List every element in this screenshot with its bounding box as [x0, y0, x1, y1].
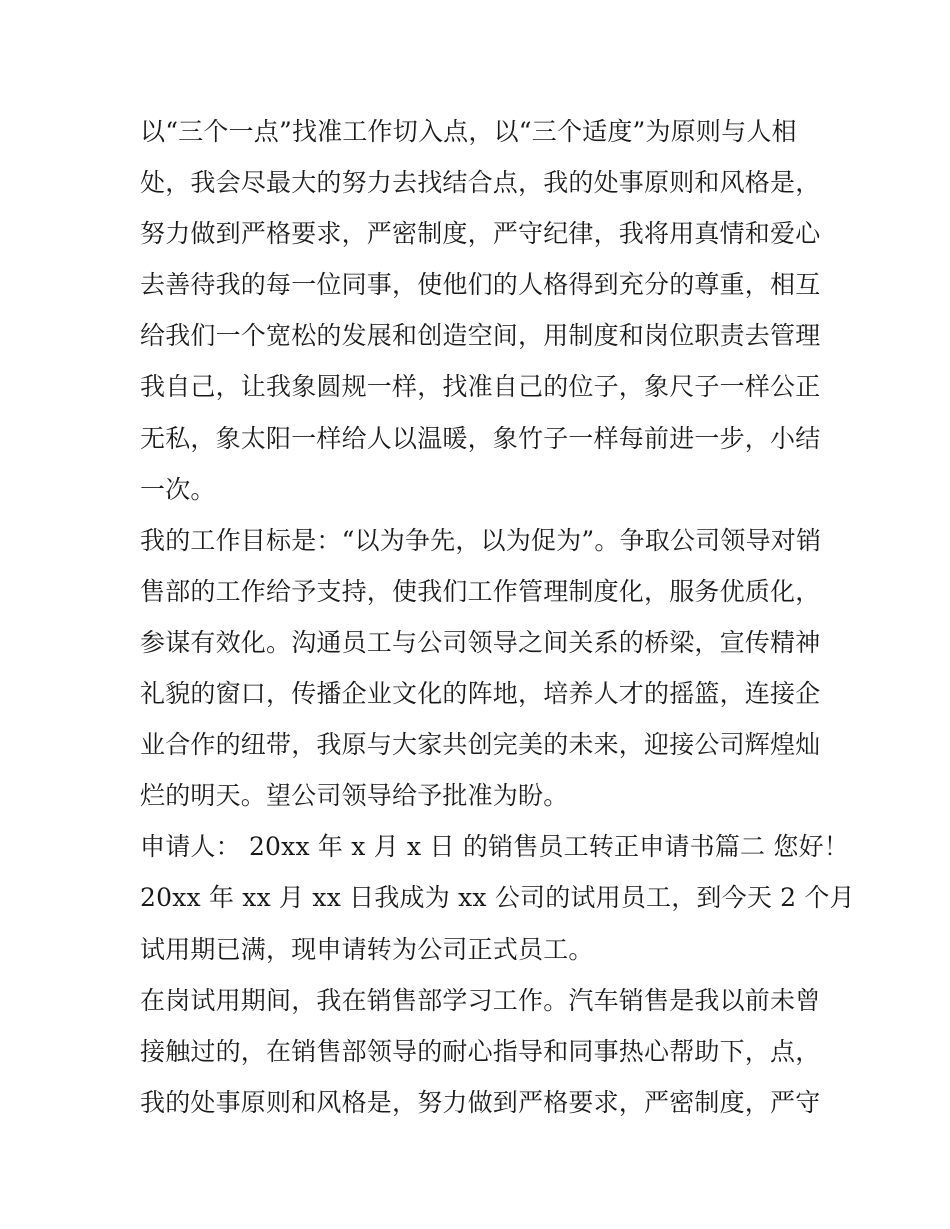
text-line: 烂的明天。望公司领导给予批准为盼。 [140, 781, 569, 811]
text-line: 我的工作目标是：“以为争先，以为促为”。争取公司领导对销 [140, 525, 822, 555]
text-line: 试用期已满，现申请转为公司正式员工。 [140, 934, 594, 964]
text-line: 参谋有效化。沟通员工与公司领导之间关系的桥梁，宣传精神 [140, 627, 821, 657]
body-text [140, 106, 855, 1128]
text-line: 接触过的，在销售部领导的耐心指导和同事热心帮助下，点， [140, 1036, 821, 1066]
text-line: 努力做到严格要求，严密制度，严守纪律，我将用真情和爱心 [140, 219, 821, 249]
text-line: 礼貌的窗口，传播企业文化的阵地，培养人才的摇篮，连接企 [140, 679, 821, 709]
text-line: 一次。 [140, 474, 216, 504]
text-line: 在岗试用期间，我在销售部学习工作。汽车销售是我以前未曾 [140, 985, 821, 1015]
text-line: 申请人： 20xx 年 x 月 x 日 的销售员工转正申请书篇二 您好！ [140, 832, 849, 862]
text-line: 给我们一个宽松的发展和创造空间，用制度和岗位职责去管理 [140, 321, 821, 351]
text-line: 无私，象太阳一样给人以温暖，象竹子一样每前进一步，小结 [140, 423, 821, 453]
text-line: 去善待我的每一位同事，使他们的人格得到充分的尊重，相互 [140, 270, 821, 300]
text-line: 20xx 年 xx 月 xx 日我成为 xx 公司的试用员工，到今天 2 个月 [140, 883, 855, 913]
text-line: 我的处事原则和风格是，努力做到严格要求，严密制度，严守 [140, 1087, 821, 1117]
text-line: 售部的工作给予支持，使我们工作管理制度化，服务优质化， [140, 576, 821, 606]
text-line: 处，我会尽最大的努力去找结合点，我的处事原则和风格是， [140, 168, 821, 198]
text-line: 我自己，让我象圆规一样，找准自己的位子，象尺子一样公正 [140, 372, 821, 402]
text-line: 业合作的纽带，我原与大家共创完美的未来，迎接公司辉煌灿 [140, 730, 821, 760]
text-line: 以“三个一点”找准工作切入点，以“三个适度”为原则与人相 [140, 117, 797, 146]
